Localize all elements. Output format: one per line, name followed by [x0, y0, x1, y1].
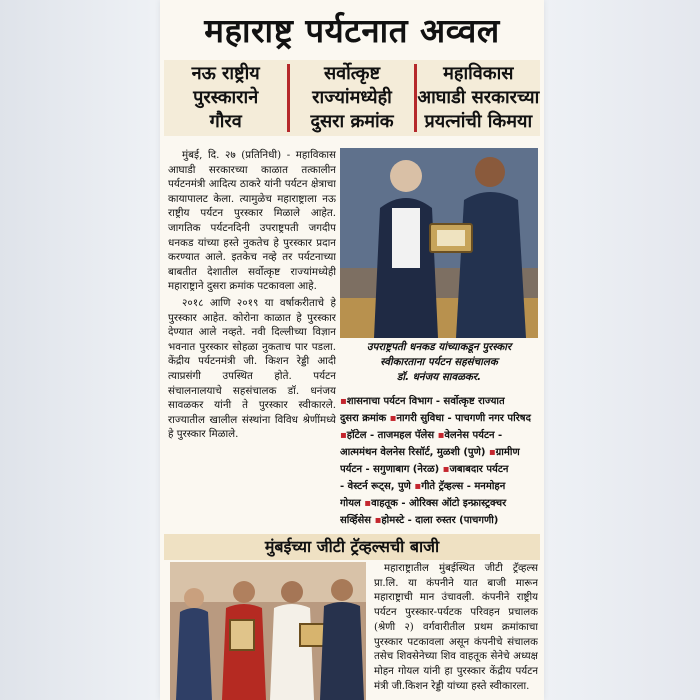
gt-travels-article-text: [374, 562, 538, 698]
award-line: - वेस्टर्न रूट्स, पुणे ▪गीते ट्रॅव्हल्स - मनमोहन: [340, 481, 506, 492]
award-line: ▪शासनाचा पर्यटन विभाग - सर्वोत्कृष्ट राज्यात: [340, 396, 505, 407]
bullet-marker: ▪: [389, 413, 397, 424]
bullet-marker: ▪: [442, 464, 450, 475]
subhead-2: [290, 60, 413, 136]
award-line: पर्यटन - सगुणाबाग (नेरळ) ▪जबाबदार पर्यटन: [340, 464, 509, 475]
subhead-2-line-2: राज्यांमध्येही: [312, 87, 392, 108]
subhead-2-line-3: दुसरा क्रमांक: [310, 111, 394, 132]
main-article-text: [168, 148, 336, 526]
subhead-1-line-3: गौरव: [209, 111, 242, 132]
article-paragraph-1: मुंबई, दि. २७ (प्रतिनिधी) - महाविकास आघाडी सरकारच्या काळात तत्कालीन पर्यटनमंत्री आदित्य ठाकरे यांनी पर्यटन क्षेत्राचा कायापालट केला. त्यामुळेच महाराष्ट्राला नऊ राष्ट्रीय पर्यटन पुरस्कार मिळाले आहेत. जागतिक पर्यटनदिनी उपराष्ट्रपती जगदीप धनकड यांच्या हस्ते नुकतेच हे पुरस्कार प्रदान करण्यात आले. इतकेच नव्हे तर पर्यटनाच्या बाबतीत देशातील सर्वोत्कृष्ट राज्यांमध्येही महाराष्ट्राने दुसरा क्रमांक पटकावला आहे.: [168, 149, 336, 293]
subhead-1: [164, 60, 287, 136]
subhead-1-line-2: पुरस्काराने: [193, 87, 259, 108]
gt-travels-award-photo: [170, 562, 366, 700]
subhead-2-line-1: सर्वोत्कृष्ट: [323, 63, 381, 84]
gt-travels-illustration: [170, 562, 366, 700]
subhead-3-line-2: आघाडी सरकारच्या: [417, 87, 540, 108]
bullet-marker: ▪: [437, 430, 445, 441]
article-paragraph-2: २०१८ आणि २०१९ या वर्षाकरीताचे हे पुरस्कार आहेत. कोरोना काळात हे पुरस्कार देण्यात आले नव्हते. नवी दिल्लीच्या विज्ञान भवनात पुरस्कार सोहळा नुकताच पार पडला. केंद्रीय पर्यटनमंत्री जी. किशन रेड्डी आदी त्याप्रसंगी उपस्थित होते. पर्यटन संचालनालयाचे सहसंचालक डॉ. धनंजय सावळकर यांनी ते पुरस्कार स्वीकारले. राज्यातील खालील संस्थांना विविध श्रेणींमध्ये हे पुरस्कार मिळाले.: [168, 296, 336, 441]
award-ceremony-photo: [340, 148, 538, 338]
award-line: दुसरा क्रमांक ▪नागरी सुविधा - पाचगणी नगर परिषद: [340, 413, 531, 424]
bullet-marker: ▪: [374, 515, 382, 526]
award-line: आत्ममंथन वेलनेस रिसॉर्ट, मुळशी (पुणे) ▪ग्रामीण: [340, 447, 520, 458]
caption-line-1: उपराष्ट्रपती धनकड यांच्याकडून पुरस्कार: [366, 341, 512, 353]
subhead-3-line-1: महाविकास: [443, 63, 514, 84]
award-line: गोयल ▪वाहतूक - ओरिक्स ऑटो इन्फ्रास्ट्रक्चर: [340, 498, 507, 509]
headline: महाराष्ट्र पर्यटनात अव्वल: [204, 11, 500, 50]
bullet-marker: ▪: [414, 481, 422, 492]
gt-travels-paragraph: महाराष्ट्रातील मुंबईस्थित जीटी ट्रॅव्हल्स प्रा.लि. या कंपनीने यात बाजी मारून महाराष्ट्राची मान उंचावली. कंपनीने राष्ट्रीय पर्यटन पुरस्कार-पर्यटक परिवहन प्रचालक (श्रेणी २) वर्गवारीतील प्रथम क्रमांकाचा पुरस्कार पटकावला असून कंपनीचे संचालक तसेच शिवसेनेच्या शिव वाहतूक सेनेचे अध्यक्ष मोहन गोयल यांनी हा पुरस्कार केंद्रीय पर्यटन मंत्री जी.किशन रेड्डी यांच्या हस्ते स्वीकारला.: [374, 563, 538, 692]
awards-list: [340, 393, 538, 533]
award-line: सर्व्हिसेस ▪होमस्टे - दाला रुस्तर (पाचगणी): [340, 515, 499, 526]
bullet-marker: ▪: [340, 396, 347, 407]
subhead-1-line-1: नऊ राष्ट्रीय: [191, 63, 260, 84]
caption-line-2: स्वीकारताना पर्यटन सहसंचालक: [380, 356, 498, 368]
bullet-marker: ▪: [364, 498, 372, 509]
section-title: मुंबईच्या जीटी ट्रॅव्हल्सची बाजी: [164, 534, 540, 560]
newspaper-clipping: [160, 0, 544, 700]
subhead-3: [417, 60, 540, 136]
bullet-marker: ▪: [340, 430, 347, 441]
photo-caption: [340, 340, 538, 390]
award-line: ▪हॉटेल - ताजमहल पॅलेस ▪वेलनेस पर्यटन -: [340, 430, 503, 441]
award-ceremony-illustration: [340, 148, 538, 338]
caption-line-3: डॉ. धनंजय सावळकर.: [396, 371, 482, 383]
subhead-3-line-3: प्रयत्नांची किमया: [424, 111, 533, 132]
bullet-marker: ▪: [488, 447, 496, 458]
subheadline-row: [164, 60, 540, 136]
